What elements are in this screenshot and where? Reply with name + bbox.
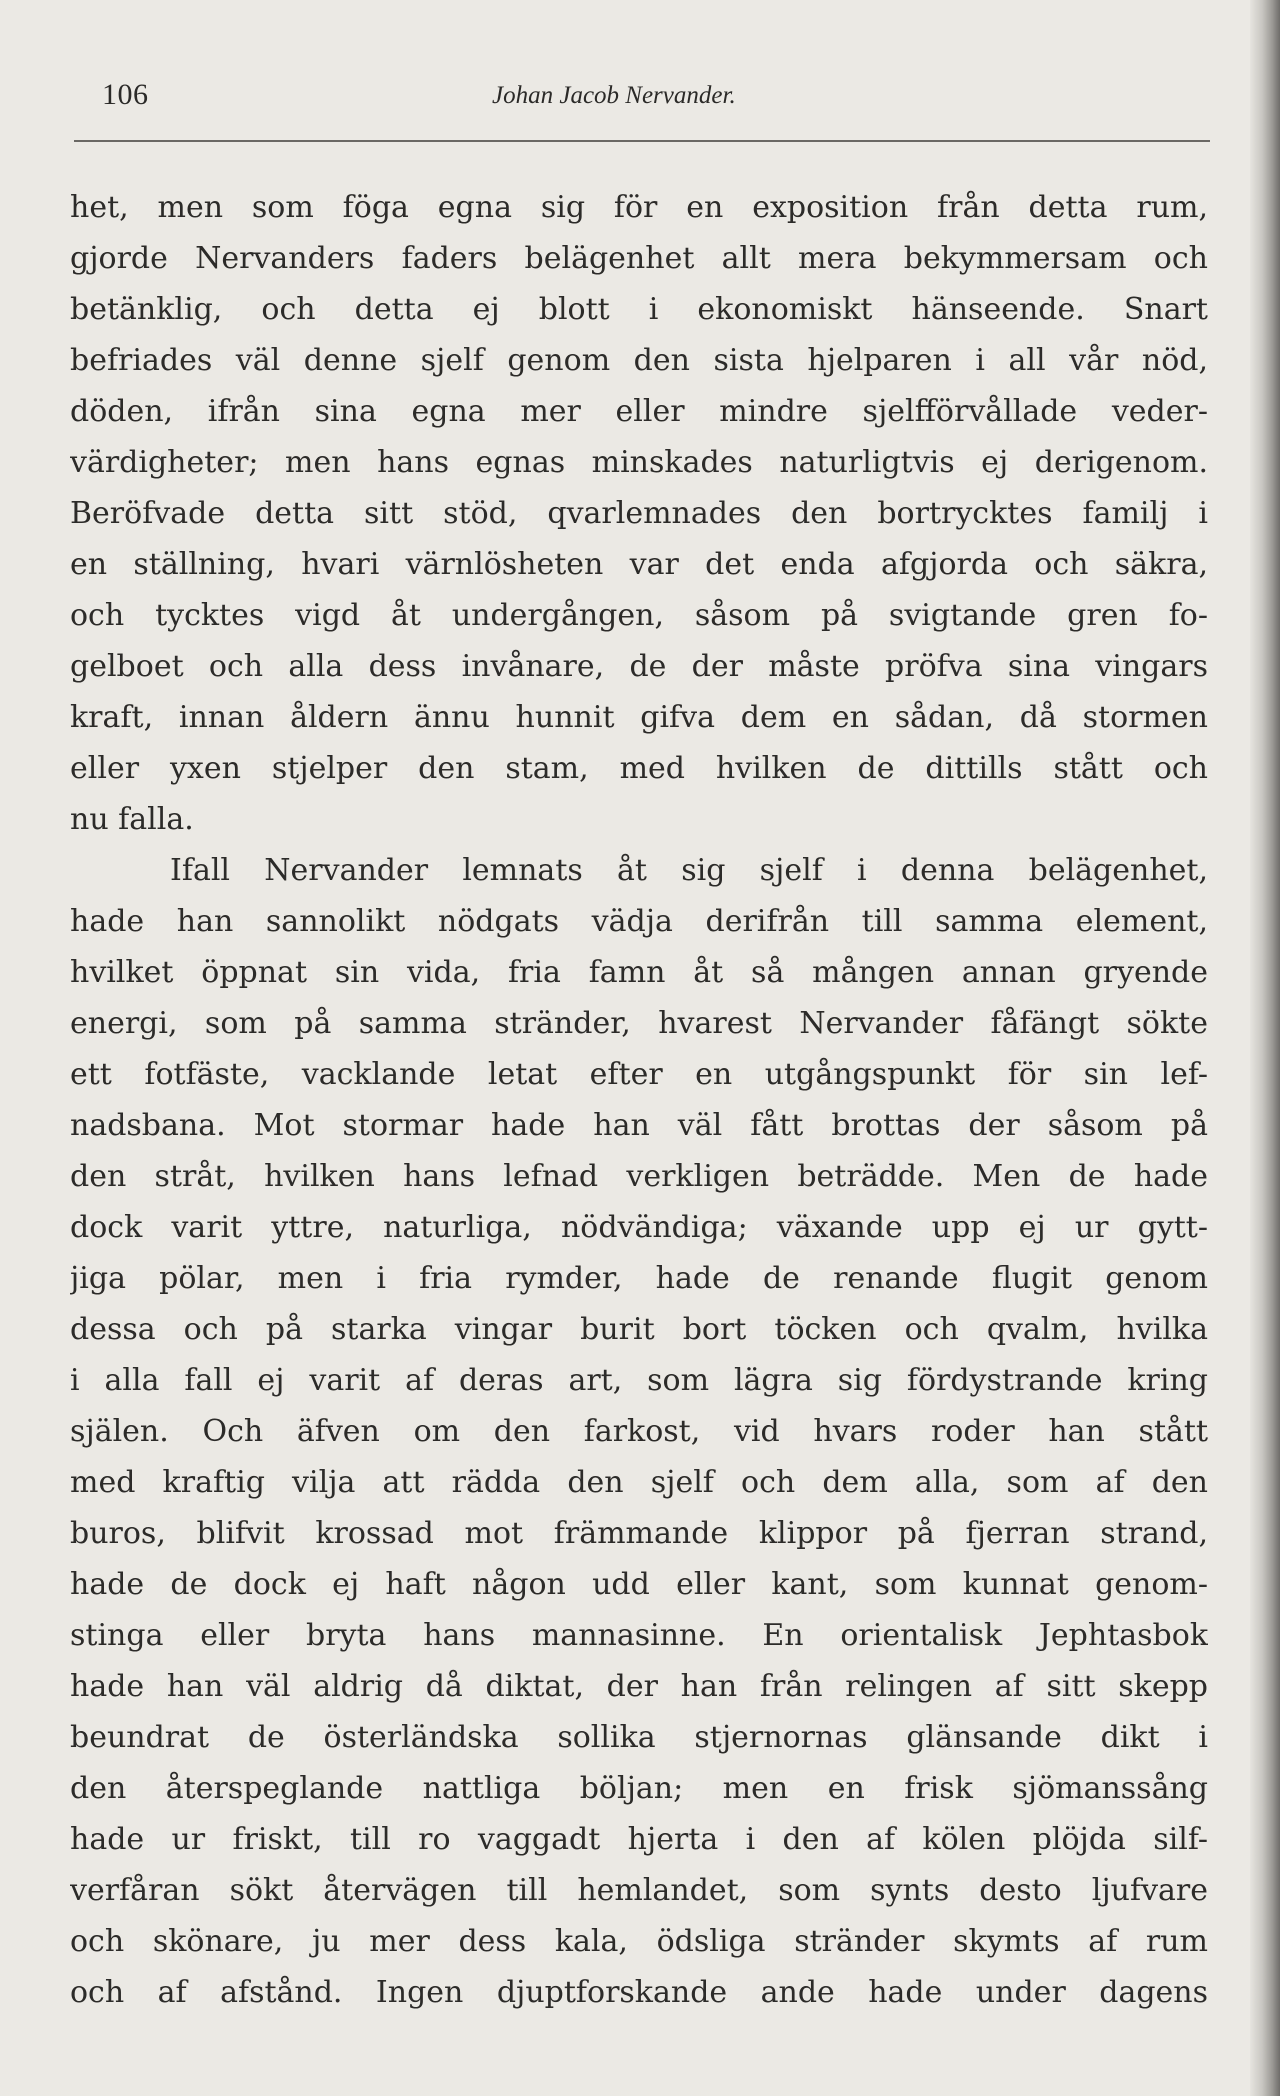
text-line: ett fotfäste, vacklande letat efter en utgångspunkt för sin lef- xyxy=(70,1057,1208,1092)
text-line: gelboet och alla dess invånare, de der måste pröfva sina vingars xyxy=(70,649,1208,684)
text-line: eller yxen stjelper den stam, med hvilken de dittills stått och xyxy=(70,751,1208,786)
text-line: den återspeglande nattliga böljan; men en frisk sjömanssång xyxy=(70,1771,1208,1806)
text-line: beundrat de österländska sollika stjernornas glänsande dikt i xyxy=(70,1720,1208,1755)
text-line: hade han sannolikt nödgats vädja derifrån till samma element, xyxy=(70,904,1208,939)
text-line: stinga eller bryta hans mannasinne. En orientalisk Jephtasbok xyxy=(70,1618,1208,1653)
page-header xyxy=(102,78,1210,124)
text-line: den stråt, hvilken hans lefnad verkligen beträdde. Men de hade xyxy=(70,1159,1208,1194)
text-line: hade ur friskt, till ro vaggadt hjerta i den af kölen plöjda silf- xyxy=(70,1822,1208,1857)
text-line: Beröfvade detta sitt stöd, qvarlemnades den bortrycktes familj i xyxy=(70,496,1208,531)
text-line: döden, ifrån sina egna mer eller mindre sjelfförvållade veder- xyxy=(70,394,1208,429)
text-line: verfåran sökt återvägen till hemlandet, som synts desto ljufvare xyxy=(70,1873,1208,1908)
text-line: nadsbana. Mot stormar hade han väl fått brottas der såsom på xyxy=(70,1108,1208,1143)
text-line: het, men som föga egna sig för en exposition från detta rum, xyxy=(70,190,1208,225)
text-line: hade han väl aldrig då diktat, der han från relingen af sitt skepp xyxy=(70,1669,1208,1704)
body-text xyxy=(70,182,1208,2018)
text-line: och skönare, ju mer dess kala, ödsliga stränder skymts af rum xyxy=(70,1924,1208,1959)
text-line: själen. Och äfven om den farkost, vid hvars roder han stått xyxy=(70,1414,1208,1449)
text-line: kraft, innan åldern ännu hunnit gifva dem en sådan, då stormen xyxy=(70,700,1208,735)
page-number: 106 xyxy=(102,78,149,111)
paragraph-end-line: nu falla. xyxy=(70,802,194,837)
book-spine-shadow xyxy=(1250,0,1280,2096)
text-line: och af afstånd. Ingen djuptforskande ande hade under dagens xyxy=(70,1975,1208,2010)
text-line: dessa och på starka vingar burit bort töcken och qvalm, hvilka xyxy=(70,1312,1208,1347)
text-line: och tycktes vigd åt undergången, såsom på svigtande gren fo- xyxy=(70,598,1208,633)
text-line: dock varit yttre, naturliga, nödvändiga; växande upp ej ur gytt- xyxy=(70,1210,1208,1245)
header-rule xyxy=(74,140,1210,142)
text-line: gjorde Nervanders faders belägenhet allt mera bekymmersam och xyxy=(70,241,1208,276)
text-line: energi, som på samma stränder, hvarest Nervander fåfängt sökte xyxy=(70,1006,1208,1041)
text-line: med kraftig vilja att rädda den sjelf och dem alla, som af den xyxy=(70,1465,1208,1500)
paragraph-start-line: Ifall Nervander lemnats åt sig sjelf i denna belägenhet, xyxy=(170,853,1208,888)
running-head: Johan Jacob Nervander. xyxy=(492,82,736,109)
text-line: värdigheter; men hans egnas minskades naturligtvis ej derigenom. xyxy=(70,445,1208,480)
text-line: betänklig, och detta ej blott i ekonomiskt hänseende. Snart xyxy=(70,292,1208,327)
text-line: hvilket öppnat sin vida, fria famn åt så mången annan gryende xyxy=(70,955,1208,990)
text-line: en ställning, hvari värnlösheten var det enda afgjorda och säkra, xyxy=(70,547,1208,582)
text-line: buros, blifvit krossad mot främmande klippor på fjerran strand, xyxy=(70,1516,1208,1551)
text-line: i alla fall ej varit af deras art, som lägra sig fördystrande kring xyxy=(70,1363,1208,1398)
text-line: befriades väl denne sjelf genom den sista hjelparen i all vår nöd, xyxy=(70,343,1208,378)
text-line: jiga pölar, men i fria rymder, hade de renande flugit genom xyxy=(70,1261,1208,1296)
text-line: hade de dock ej haft någon udd eller kant, som kunnat genom- xyxy=(70,1567,1208,1602)
